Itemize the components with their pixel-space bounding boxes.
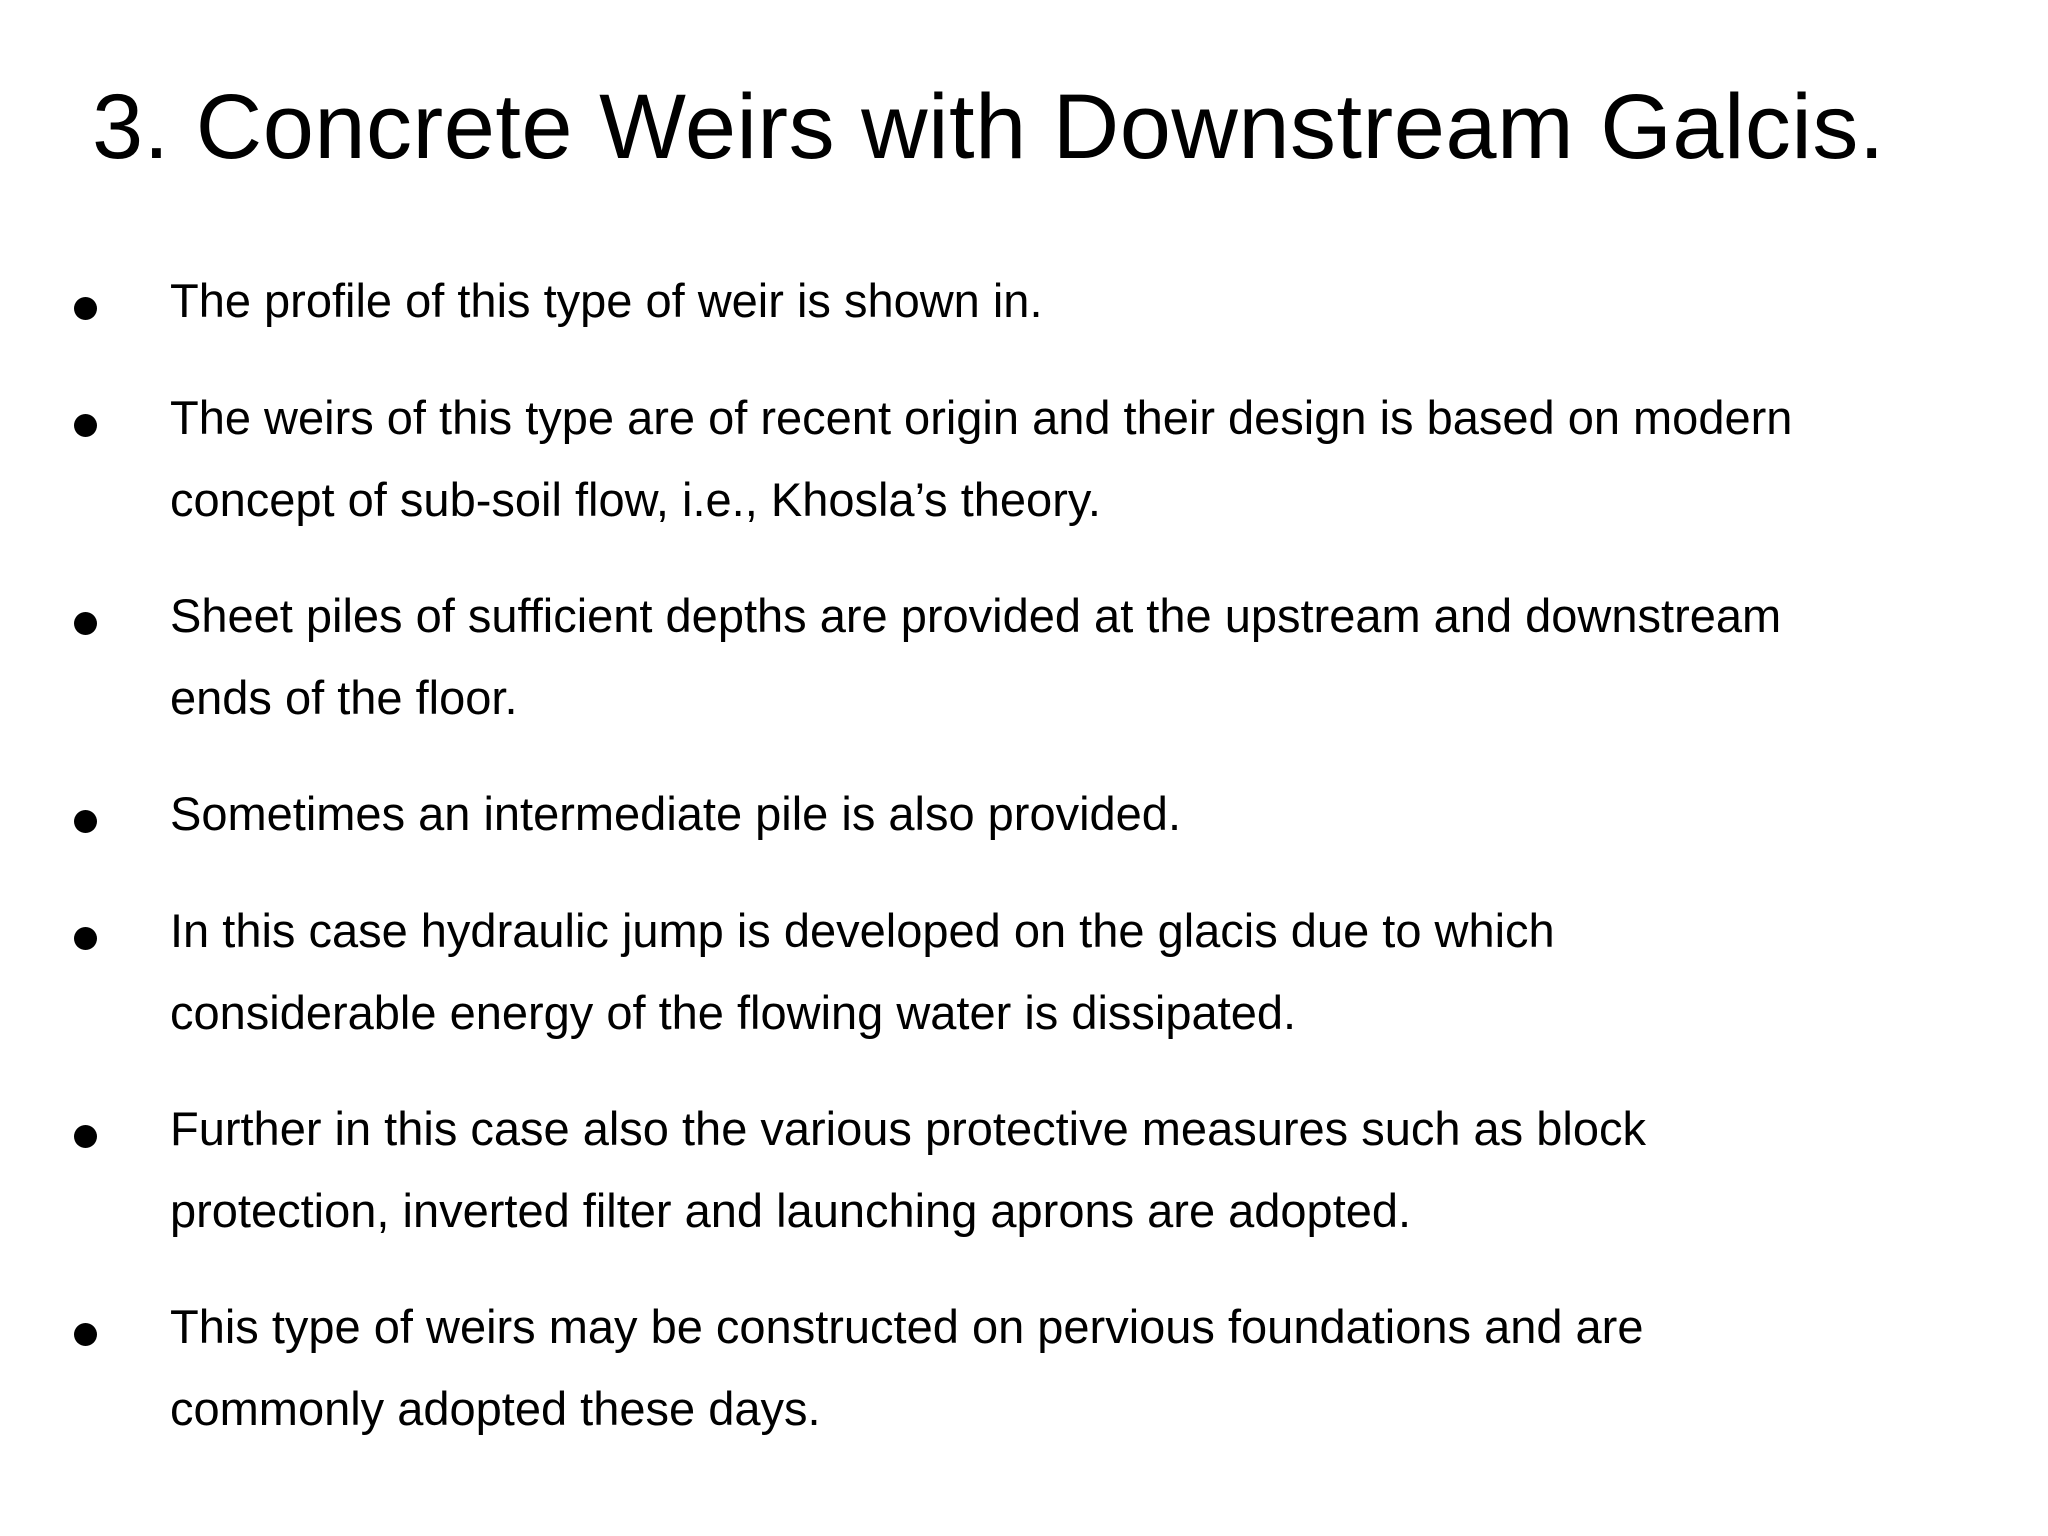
bullet-line: considerable energy of the flowing water is dissipated. <box>170 986 1297 1039</box>
bullet-dot-icon <box>74 1125 97 1148</box>
bullet-dot-icon <box>74 810 97 833</box>
bullet-line: The profile of this type of weir is shown in. <box>170 274 1043 327</box>
bullet-dot-icon <box>74 1323 97 1346</box>
bullet-text <box>170 377 2010 541</box>
bullet-line: The weirs of this type are of recent origin and their design is based on modern <box>170 391 1793 444</box>
bullet-line: protection, inverted filter and launching aprons are adopted. <box>170 1184 1412 1237</box>
bullet-line: concept of sub-soil flow, i.e., Khosla’s theory. <box>170 473 1101 526</box>
bullet-text <box>170 773 2010 855</box>
bullet-dot-icon <box>74 414 97 437</box>
bullet-text <box>170 890 2010 1054</box>
bullet-line: In this case hydraulic jump is developed on the glacis due to which <box>170 904 1555 957</box>
bullet-dot-icon <box>74 927 97 950</box>
bullet-line: Sheet piles of sufficient depths are provided at the upstream and downstream <box>170 589 1782 642</box>
bullet-text <box>170 1088 2010 1252</box>
bullet-text <box>170 260 2010 342</box>
bullet-text <box>170 1286 2010 1450</box>
bullet-line: This type of weirs may be constructed on pervious foundations and are <box>170 1300 1644 1353</box>
bullet-line: ends of the floor. <box>170 671 518 724</box>
bullet-dot-icon <box>74 612 97 635</box>
bullet-dot-icon <box>74 297 97 320</box>
bullet-line: Sometimes an intermediate pile is also provided. <box>170 787 1182 840</box>
bullet-text <box>170 575 2010 739</box>
bullet-line: commonly adopted these days. <box>170 1382 821 1435</box>
slide-title: 3. Concrete Weirs with Downstream Galcis. <box>92 76 1885 178</box>
bullet-line: Further in this case also the various protective measures such as block <box>170 1102 1646 1155</box>
